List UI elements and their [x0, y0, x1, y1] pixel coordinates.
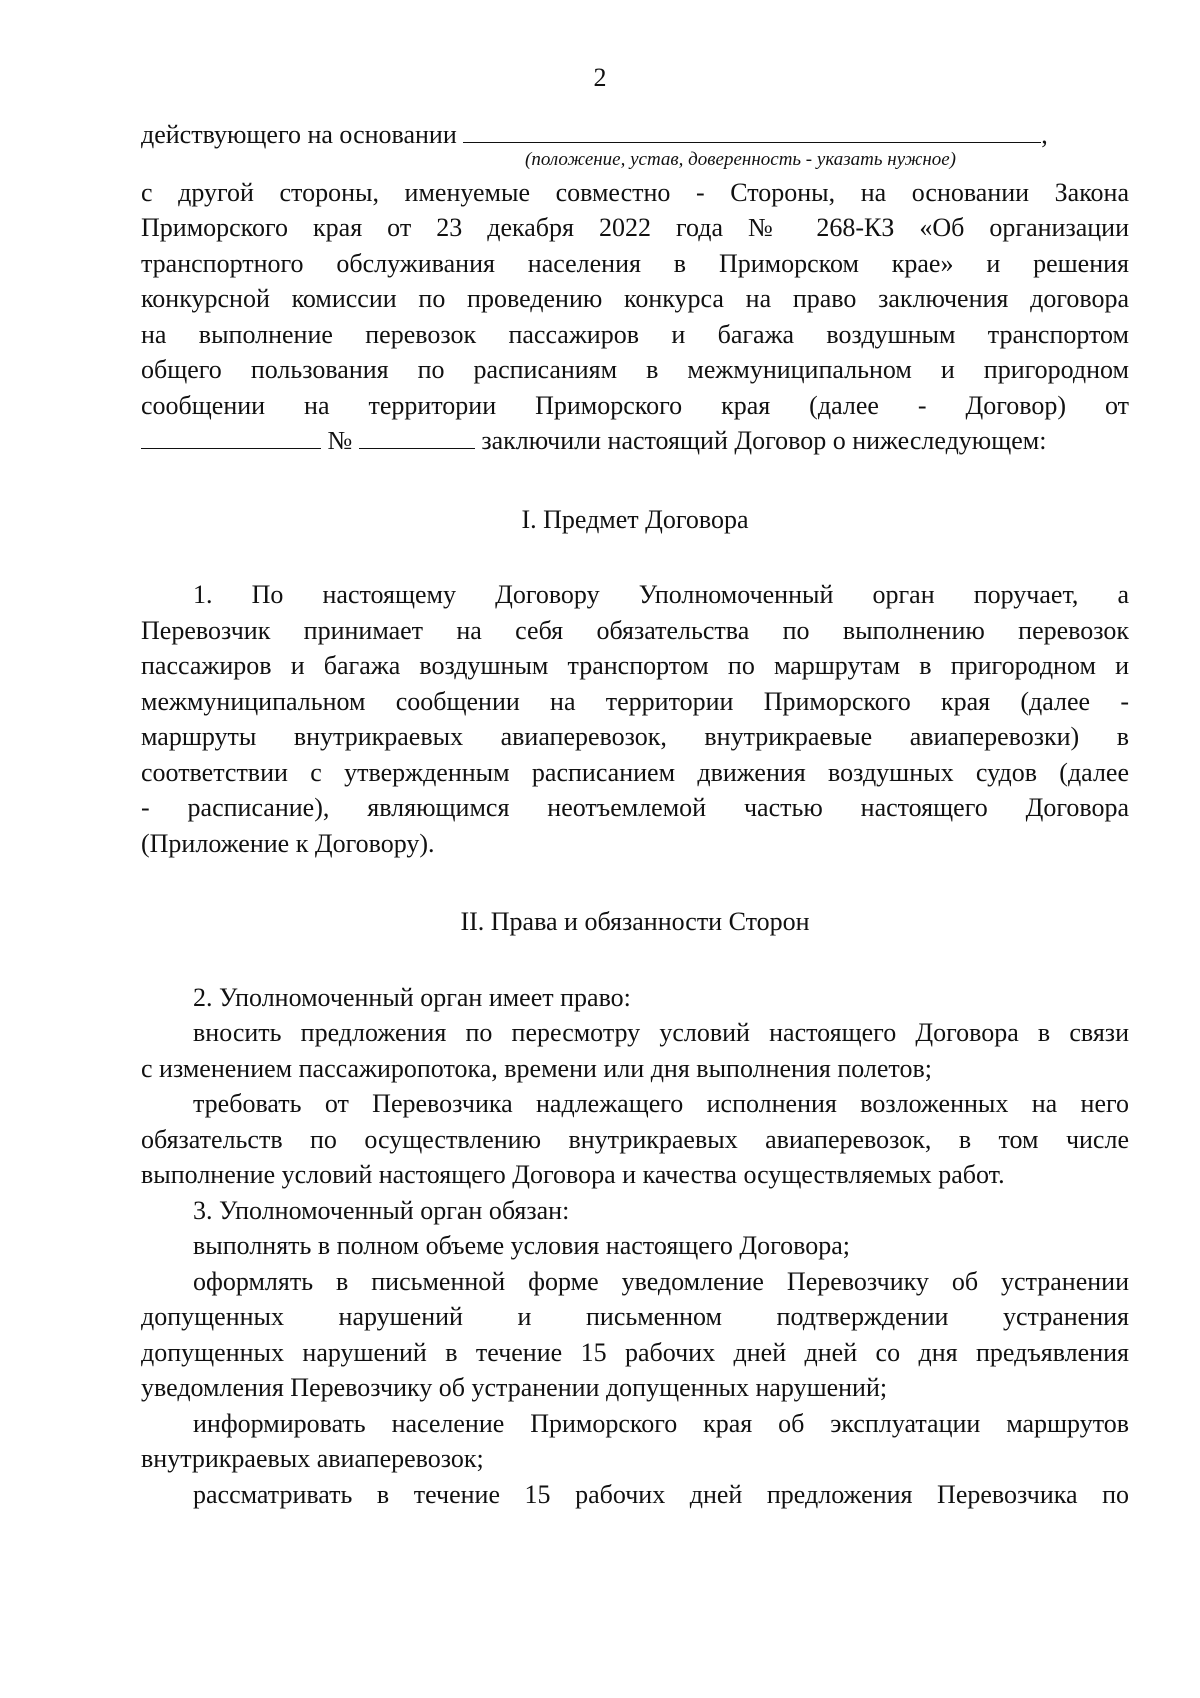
intro-line: конкурсной комиссии по проведению конкурса на право заключения договора	[141, 284, 1129, 313]
paragraph-line: Перевозчик принимает на себя обязательства по выполнению перевозок	[141, 615, 1129, 645]
intro-line: сообщении на территории Приморского края (далее - Договор) от	[141, 390, 1129, 420]
paragraph-line: 1. По настоящему Договору Уполномоченный орган поручает, а	[193, 580, 1129, 609]
paragraph-line: 3. Уполномоченный орган обязан:	[193, 1195, 570, 1225]
number-sign: №	[327, 426, 353, 455]
intro-line: транспортного обслуживания населения в Приморском крае» и решения	[141, 248, 1129, 278]
section-2-title: II. Права и обязанности Сторон	[460, 907, 810, 936]
intro-line: на выполнение перевозок пассажиров и багажа воздушным транспортом	[141, 319, 1129, 349]
paragraph-line: допущенных нарушений и письменном подтверждении устранения	[141, 1302, 1129, 1331]
paragraph-line: - расписание), являющимся неотъемлемой частью настоящего Договора	[141, 793, 1129, 822]
paragraph-line: с изменением пассажиропотока, времени или дня выполнения полетов;	[141, 1053, 932, 1083]
paragraph-line: соответствии с утвержденным расписанием движения воздушных судов (далее	[141, 757, 1129, 787]
number-blank	[359, 425, 475, 449]
acting-basis-end: ,	[1041, 120, 1048, 149]
paragraph-line: обязательств по осуществлению внутрикраевых авиаперевозок, в том числе	[141, 1124, 1129, 1154]
paragraph-line: уведомления Перевозчику об устранении допущенных нарушений;	[141, 1373, 888, 1402]
section-1-title: I. Предмет Договора	[521, 504, 749, 534]
paragraph-line: внутрикраевых авиаперевозок;	[141, 1444, 484, 1473]
date-blank	[141, 425, 321, 449]
intro-last-text: заключили настоящий Договор о нижеследующем:	[481, 426, 1047, 455]
paragraph-line: маршруты внутрикраевых авиаперевозок, внутрикраевые авиаперевозки) в	[141, 722, 1129, 751]
acting-basis-hint: (положение, устав, доверенность - указать нужное)	[525, 148, 957, 170]
section-1-body	[141, 577, 1129, 861]
paragraph-line: рассматривать в течение 15 рабочих дней предложения Перевозчика по	[193, 1479, 1129, 1509]
paragraph-line: 2. Уполномоченный орган имеет право:	[193, 982, 631, 1012]
paragraph-line: оформлять в письменной форме уведомление Перевозчику об устранении	[193, 1266, 1129, 1296]
section-2-body	[141, 980, 1129, 1513]
intro-last-line	[141, 423, 1129, 459]
intro-line: Приморского края от 23 декабря 2022 года № 268-КЗ «Об организации	[141, 213, 1129, 242]
page-number: 2	[593, 63, 607, 92]
acting-basis-line	[141, 117, 1129, 153]
paragraph-line: допущенных нарушений в течение 15 рабочих дней дней со дня предъявления	[141, 1337, 1129, 1367]
paragraph-line: выполнение условий настоящего Договора и качества осуществляемых работ.	[141, 1160, 1005, 1189]
intro-line: с другой стороны, именуемые совместно - Стороны, на основании Закона	[141, 177, 1129, 207]
document-body	[141, 117, 1129, 1512]
paragraph-line: (Приложение к Договору).	[141, 828, 435, 858]
acting-basis-label: действующего на основании	[141, 120, 457, 149]
intro-line: общего пользования по расписаниям в межмуниципальном и пригородном	[141, 355, 1129, 384]
paragraph-line: пассажиров и багажа воздушным транспортом по маршрутам в пригородном и	[141, 651, 1129, 680]
paragraph-line: выполнять в полном объеме условия настоящего Договора;	[193, 1231, 850, 1260]
acting-basis-blank	[463, 119, 1041, 143]
paragraph-line: вносить предложения по пересмотру условий настоящего Договора в связи	[193, 1018, 1129, 1047]
paragraph-line: требовать от Перевозчика надлежащего исполнения возложенных на него	[193, 1089, 1129, 1118]
paragraph-line: межмуниципальном сообщении на территории Приморского края (далее -	[141, 686, 1129, 716]
paragraph-line: информировать население Приморского края об эксплуатации маршрутов	[193, 1408, 1129, 1438]
